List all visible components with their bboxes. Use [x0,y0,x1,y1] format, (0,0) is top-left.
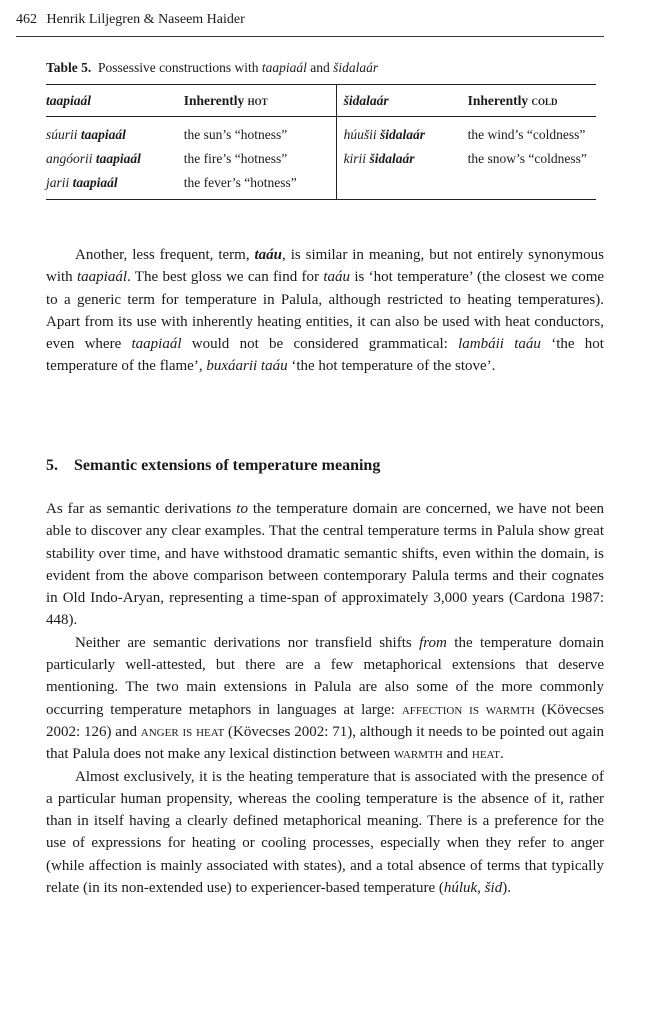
table-cell: húušii šidalaár [343,127,425,142]
section-heading [46,455,380,477]
page-number: 462 [16,12,37,27]
section-title: Semantic extensions of temperature meaning [74,457,381,474]
section-number: 5. [46,457,58,474]
paragraph: As far as semantic derivations to the temperature domain are concerned, we have not been able to discover any clear examples. That the central temperature terms in Palula show great stability over time, and have withstood dramatic semantic shifts, even within the domain, is evident from the above comparison between contemporary Palula terms and their cognates in Old Indo-Aryan, representing a time-span of approximately 3,000 years (Cardona 1987: 448). [46,501,605,629]
table-cell: kirii šidalaár [343,151,415,166]
table-cell: the sun’s “hotness” [184,117,336,148]
table-caption-term: taapiaál [261,60,307,75]
section-body [46,498,604,899]
paragraph: Neither are semantic derivations nor transfield shifts from the temperature domain particularly well-attested, but there are a few metaphorical extensions that deserve mentioning. The two main extensions in Palula are also some of the more commonly occurring temperature metaphors in languages at large: affection is warmth (Kövecses 2002: 126) and anger is heat (Kövecses 2002: 71), although it needs to be pointed out again that Palula does not make any lexical distinction between warmth and heat. [46,634,604,763]
possessive-table [46,84,596,200]
table-cell: angóorii taapiaál [46,151,141,166]
running-header-authors: Henrik Liljegren & Naseem Haider [46,12,245,27]
table-header-row [46,85,596,117]
table-caption-text: and [306,60,334,75]
table-caption-text: Possessive constructions with [98,60,262,75]
header-inherently-cold: Inherently cold [468,85,596,117]
table-caption [46,59,606,77]
table-caption-label: Table 5. [46,60,92,75]
header-inherently-hot: Inherently hot [184,85,336,117]
running-header [16,11,604,37]
table-caption-term: šidalaár [333,60,379,75]
table-cell: súurii taapiaál [46,127,126,142]
table-cell: the wind’s “coldness” [467,127,586,142]
table-cell: the snow’s “coldness” [467,151,587,166]
header-taapiaal: taapiaál [46,85,184,117]
paragraph: Almost exclusively, it is the heating temperature that is associated with the presence of a particular human propensity, whereas the cooling temperature is the absence of it, rather than in itself having a clearly defined metaphorical meaning. There is a preference for the use of expressions for heating or cooling processes, especially when they refer to anger (while affection is mainly associated with states), and a total absence of terms that typically relate (in its non-extended use) to experiencer-based temperature (húluk, šid). [46,768,604,897]
paragraph: Another, less frequent, term, taáu, is similar in meaning, but not entirely synonymous with taapiaál. The best gloss we can find for taáu is ‘hot temperature’ (the closest we come to a generic term for temperature in Palula, although restricted to heating temperatures). Apart from its use with inherently heating entities, it can also be used with heat conductors, even where taapiaál would not be considered grammatical: lambáii taáu ‘the hot temperature of the flame’, buxáarii taáu ‘the hot temperature of the stove’. [46,247,605,375]
table-row [46,171,596,200]
table-cell [468,171,596,200]
table-cell [336,171,468,200]
table-cell: the fire’s “hotness” [184,147,336,171]
paragraph-taau [46,244,604,378]
header-sidalaar: šidalaár [336,85,468,117]
table-row [46,117,596,148]
table-cell: the fever’s “hotness” [184,171,336,200]
table-row [46,147,596,171]
table-cell: jarii taapiaál [46,171,184,200]
